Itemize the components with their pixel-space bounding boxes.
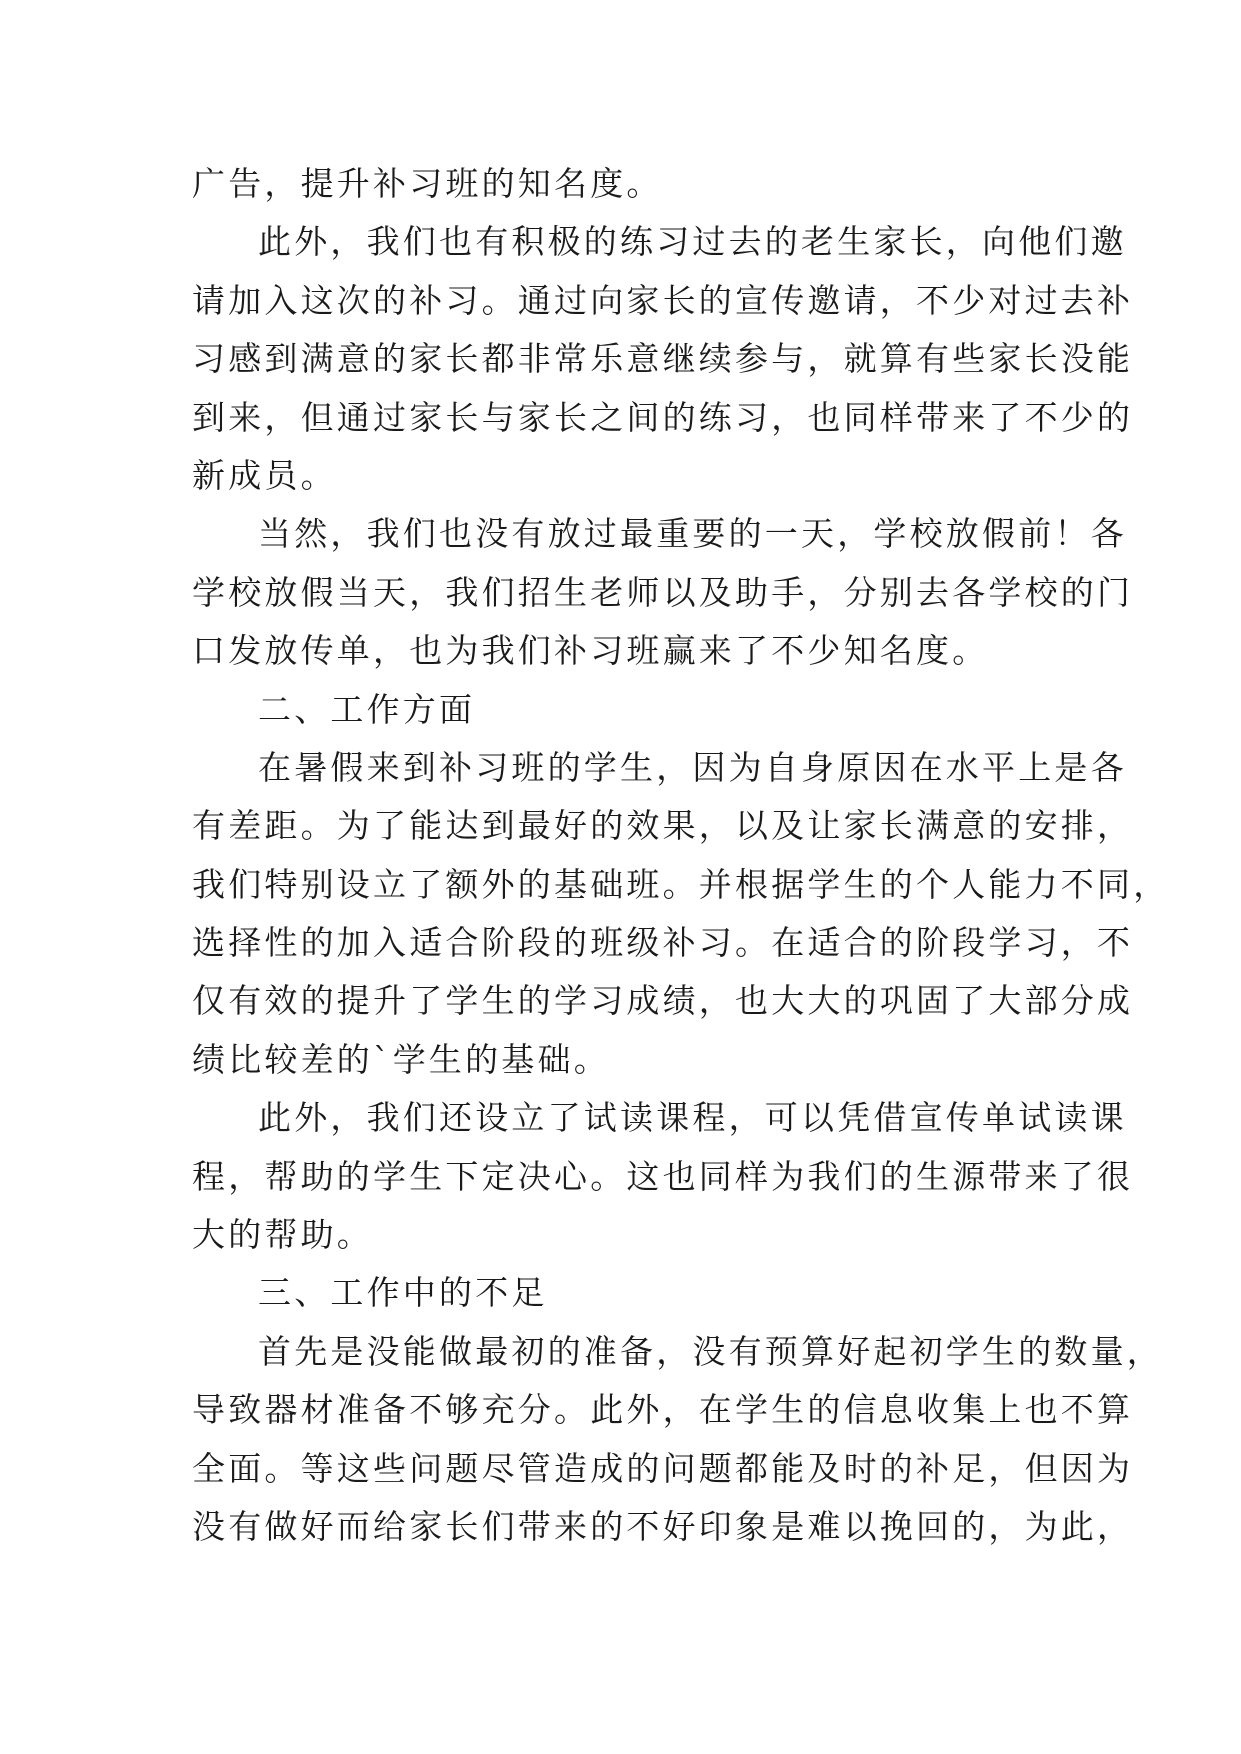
paragraph-start-line: 二、工作方面 — [258, 689, 476, 729]
text-line: 导致器材准备不够充分。此外，在学生的信息收集上也不算 — [192, 1390, 1134, 1430]
text-line: 口发放传单，也为我们补习班赢来了不少知名度。 — [192, 631, 989, 671]
paragraph-start-line: 当然，我们也没有放过最重要的一天，学校放假前！各 — [258, 514, 1127, 554]
document-body — [192, 155, 1170, 1556]
paragraph-start-line: 此外，我们也有积极的练习过去的老生家长，向他们邀 — [258, 222, 1127, 262]
paragraph-start-line: 首先是没能做最初的准备，没有预算好起初学生的数量， — [258, 1331, 1163, 1371]
text-line: 新成员。 — [192, 455, 337, 495]
text-line: 习感到满意的家长都非常乐意继续参与，就算有些家长没能 — [192, 339, 1134, 379]
text-line: 仅有效的提升了学生的学习成绩，也大大的巩固了大部分成 — [192, 981, 1134, 1021]
text-line: 到来，但通过家长与家长之间的练习，也同样带来了不少的 — [192, 397, 1134, 437]
text-line: 请加入这次的补习。通过向家长的宣传邀请，不少对过去补 — [192, 280, 1134, 320]
paragraph-start-line: 在暑假来到补习班的学生，因为自身原因在水平上是各 — [258, 747, 1127, 787]
paragraph-start-line: 此外，我们还设立了试读课程，可以凭借宣传单试读课 — [258, 1098, 1127, 1138]
text-line: 大的帮助。 — [192, 1215, 373, 1255]
text-line: 选择性的加入适合阶段的班级补习。在适合的阶段学习，不 — [192, 923, 1134, 963]
text-line: 有差距。为了能达到最好的效果，以及让家长满意的安排， — [192, 806, 1134, 846]
text-line: 学校放假当天，我们招生老师以及助手，分别去各学校的门 — [192, 572, 1134, 612]
text-line: 绩比较差的`学生的基础。 — [192, 1039, 610, 1079]
text-line: 没有做好而给家长们带来的不好印象是难以挽回的，为此， — [192, 1506, 1134, 1546]
text-line: 全面。等这些问题尽管造成的问题都能及时的补足，但因为 — [192, 1448, 1134, 1488]
text-line: 我们特别设立了额外的基础班。并根据学生的个人能力不同， — [192, 864, 1170, 904]
text-line: 程，帮助的学生下定决心。这也同样为我们的生源带来了很 — [192, 1156, 1134, 1196]
text-line: 广告，提升补习班的知名度。 — [192, 164, 663, 203]
paragraph-start-line: 三、工作中的不足 — [258, 1273, 548, 1313]
